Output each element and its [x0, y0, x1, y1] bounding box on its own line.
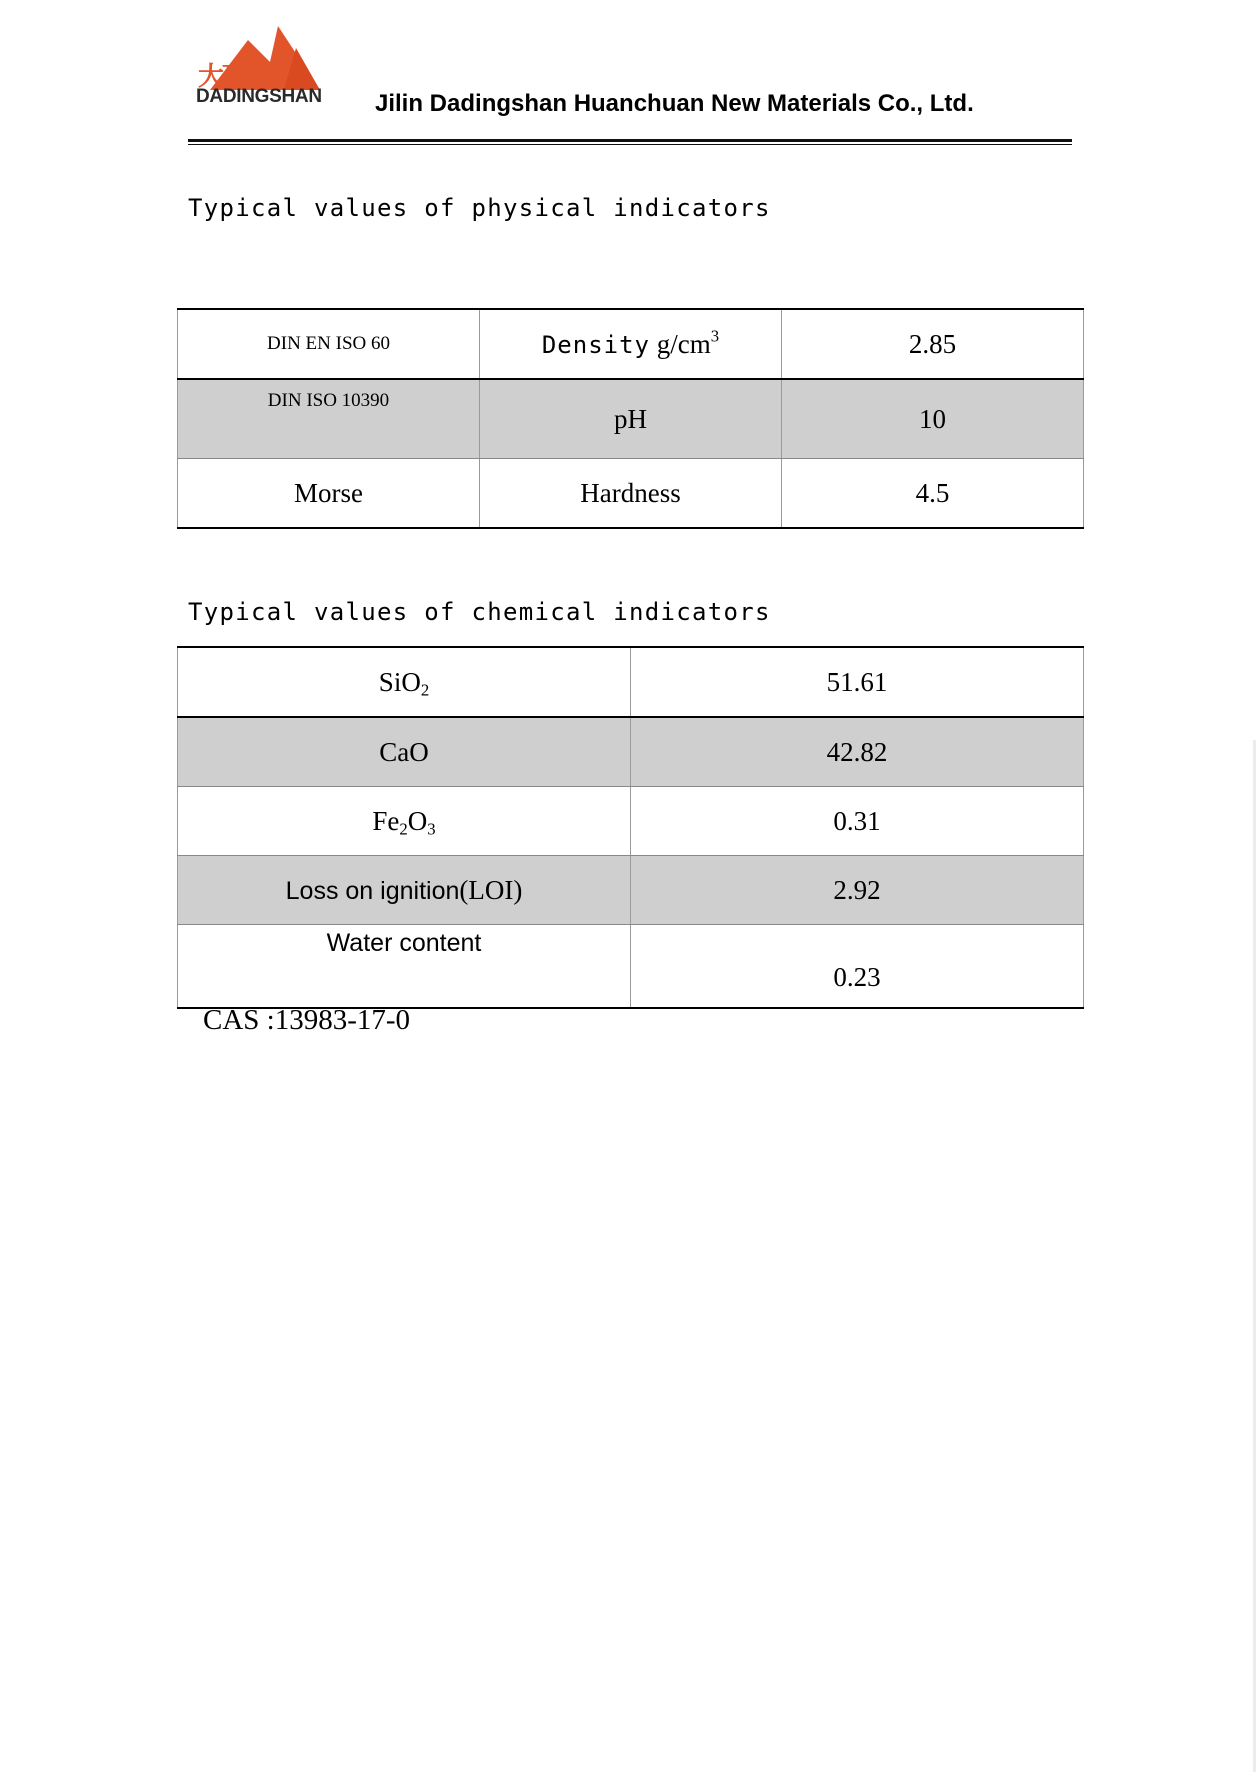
component-label: Loss on ignition: [285, 876, 460, 905]
cas-number: CAS :13983-17-0: [203, 1004, 411, 1036]
component-subscript: 2: [399, 819, 408, 839]
indicator-label: Density: [541, 330, 651, 359]
value-cell: [631, 856, 1084, 925]
chemical-indicators-table: [177, 646, 1084, 1009]
physical-section-title: Typical values of physical indicators: [188, 194, 771, 222]
component-subscript: 3: [427, 819, 436, 839]
component-label: CaO: [379, 736, 429, 767]
table-row: [178, 647, 1084, 717]
indicator-unit: g/cm: [656, 328, 711, 359]
standard-label: DIN ISO 10390: [267, 390, 390, 411]
indicator-label: Hardness: [580, 477, 681, 508]
indicator-cell: [480, 459, 782, 529]
value-label: 4.5: [915, 477, 950, 508]
header-rule-thin: [188, 144, 1072, 145]
component-label: Water content: [326, 929, 482, 957]
component-cell: [178, 717, 631, 787]
indicator-label: pH: [614, 403, 647, 434]
company-logo: [196, 26, 320, 106]
indicator-cell: [480, 309, 782, 379]
physical-indicators-table: [177, 308, 1084, 529]
component-label-part: (LOI): [459, 874, 523, 905]
value-label: 42.82: [826, 736, 888, 767]
component-cell: [178, 647, 631, 717]
component-label: Fe: [372, 805, 400, 836]
chemical-section-title: Typical values of chemical indicators: [188, 598, 771, 626]
component-label-part: O: [407, 805, 428, 836]
value-label: 0.31: [833, 805, 881, 836]
value-cell: [782, 459, 1084, 529]
standard-cell: [178, 309, 480, 379]
value-cell: [631, 925, 1084, 1009]
value-cell: [631, 787, 1084, 856]
value-label: 2.92: [833, 874, 881, 905]
table-row: [178, 856, 1084, 925]
table-row: [178, 459, 1084, 529]
company-name: Jilin Dadingshan Huanchuan New Materials Co., Ltd.: [375, 90, 974, 117]
component-cell: [178, 925, 631, 1009]
standard-label: Morse: [294, 477, 363, 508]
logo-chinese-text: 大顶: [198, 62, 247, 92]
component-cell: [178, 787, 631, 856]
value-label: 51.61: [826, 666, 888, 697]
component-cell: [178, 856, 631, 925]
value-label: 10: [919, 403, 946, 434]
header-rule: [188, 139, 1072, 142]
standard-label: DIN EN ISO 60: [267, 333, 390, 354]
indicator-cell: [480, 379, 782, 459]
table-row: [178, 379, 1084, 459]
standard-cell: [178, 459, 480, 529]
standard-cell: [178, 379, 480, 459]
table-row: [178, 787, 1084, 856]
table-row: [178, 717, 1084, 787]
value-cell: [782, 379, 1084, 459]
value-cell: [631, 647, 1084, 717]
value-label: 2.85: [908, 328, 957, 359]
table-row: [178, 925, 1084, 1009]
value-cell: [631, 717, 1084, 787]
value-label: 0.23: [833, 962, 881, 992]
component-subscript: 2: [420, 680, 430, 700]
logo-brand-text: DADINGSHAN: [196, 86, 322, 107]
component-label: SiO: [378, 666, 421, 697]
value-cell: [782, 309, 1084, 379]
table-row: [178, 309, 1084, 379]
unit-superscript: 3: [710, 325, 720, 345]
